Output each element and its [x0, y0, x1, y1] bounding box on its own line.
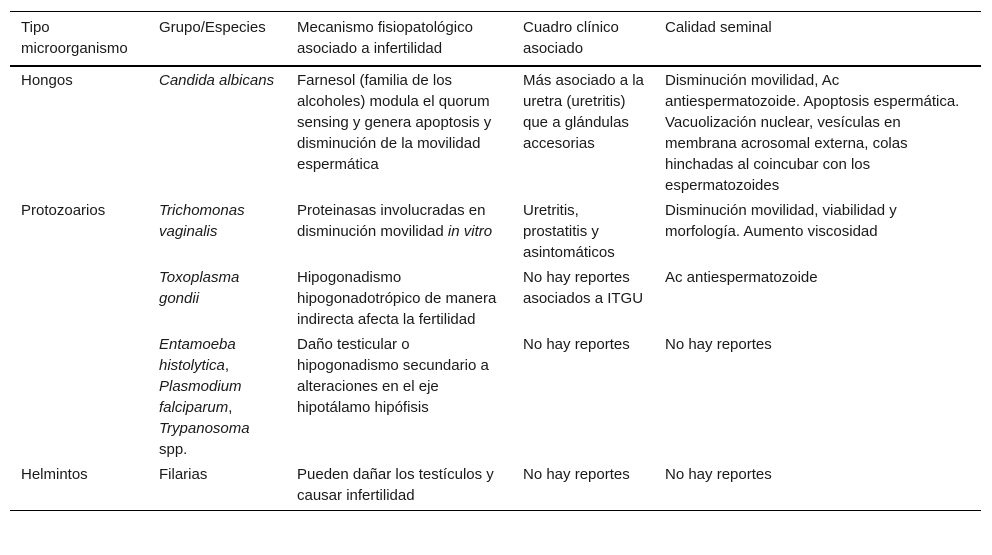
cell-mecanismo: Pueden dañar los testículos y causar infertilidad — [297, 466, 494, 504]
table-row — [10, 462, 981, 511]
cell-tipo: Protozoarios — [21, 202, 106, 219]
cell-calidad: Ac antiespermatozoide — [665, 269, 818, 286]
header-tipo: Tipo microorganismo — [21, 19, 128, 57]
cell-cuadro: Uretritis, prostatitis y asintomáticos — [523, 202, 615, 261]
cell-calidad: No hay reportes — [665, 466, 772, 483]
table-container — [10, 11, 981, 511]
mecanismo-text: Proteinasas involucradas en disminución movilidad — [297, 202, 486, 240]
cell-especie: Trichomonas vaginalis — [159, 202, 245, 240]
cell-cuadro: Más asociado a la uretra (uretritis) que a glándulas accesorias — [523, 72, 644, 152]
cell-mecanismo: Farnesol (familia de los alcoholes) modula el quorum sensing y genera apoptosis y disminución de la movilidad espermática — [297, 72, 492, 173]
header-calidad: Calidad seminal — [665, 19, 772, 36]
species-suffix: spp. — [159, 441, 188, 458]
species-separator: , — [224, 357, 230, 374]
cell-calidad: No hay reportes — [665, 336, 772, 353]
header-grupo: Grupo/Especies — [159, 19, 266, 36]
cell-tipo — [10, 265, 148, 332]
species-name: Entamoeba histolytica — [159, 336, 236, 374]
cell-cuadro: No hay reportes — [523, 336, 630, 353]
cell-tipo — [10, 332, 148, 462]
table-row — [10, 265, 981, 332]
cell-mecanismo: Hipogonadismo hipogonadotrópico de manera indirecta afecta la fertilidad — [297, 269, 497, 328]
cell-especie: Candida albicans — [159, 72, 275, 89]
cell-cuadro: No hay reportes asociados a ITGU — [523, 269, 644, 307]
cell-cuadro: No hay reportes — [523, 466, 630, 483]
species-name: Trypanosoma — [159, 420, 250, 437]
cell-especie: Toxoplasma gondii — [159, 269, 240, 307]
species-name: Plasmodium falciparum — [159, 378, 242, 416]
table-header-row — [10, 12, 981, 67]
microorganism-infertility-table — [10, 11, 981, 511]
cell-tipo: Hongos — [21, 72, 73, 89]
species-separator: , — [228, 399, 233, 416]
table-row — [10, 198, 981, 265]
cell-especie: Filarias — [159, 466, 208, 483]
cell-mecanismo: Daño testicular o hipogonadismo secundario a alteraciones en el eje hipotálamo hipófisis — [297, 336, 489, 416]
cell-calidad: Disminución movilidad, viabilidad y morfología. Aumento viscosidad — [665, 202, 897, 240]
cell-mecanismo — [286, 198, 512, 265]
table-row — [10, 66, 981, 198]
mecanismo-italic-text: in vitro — [447, 223, 493, 240]
cell-calidad: Disminución movilidad, Ac antiespermatozoide. Apoptosis espermática. Vacuolización nuclear, vesículas en membrana acrosomal externa, colas hinchadas al coincubar con los espermatozoides — [665, 72, 960, 194]
cell-tipo: Helmintos — [21, 466, 88, 483]
cell-especie — [148, 332, 286, 462]
header-cuadro: Cuadro clínico asociado — [523, 19, 619, 57]
table-row — [10, 332, 981, 462]
header-mecanismo: Mecanismo fisiopatológico asociado a infertilidad — [297, 19, 473, 57]
